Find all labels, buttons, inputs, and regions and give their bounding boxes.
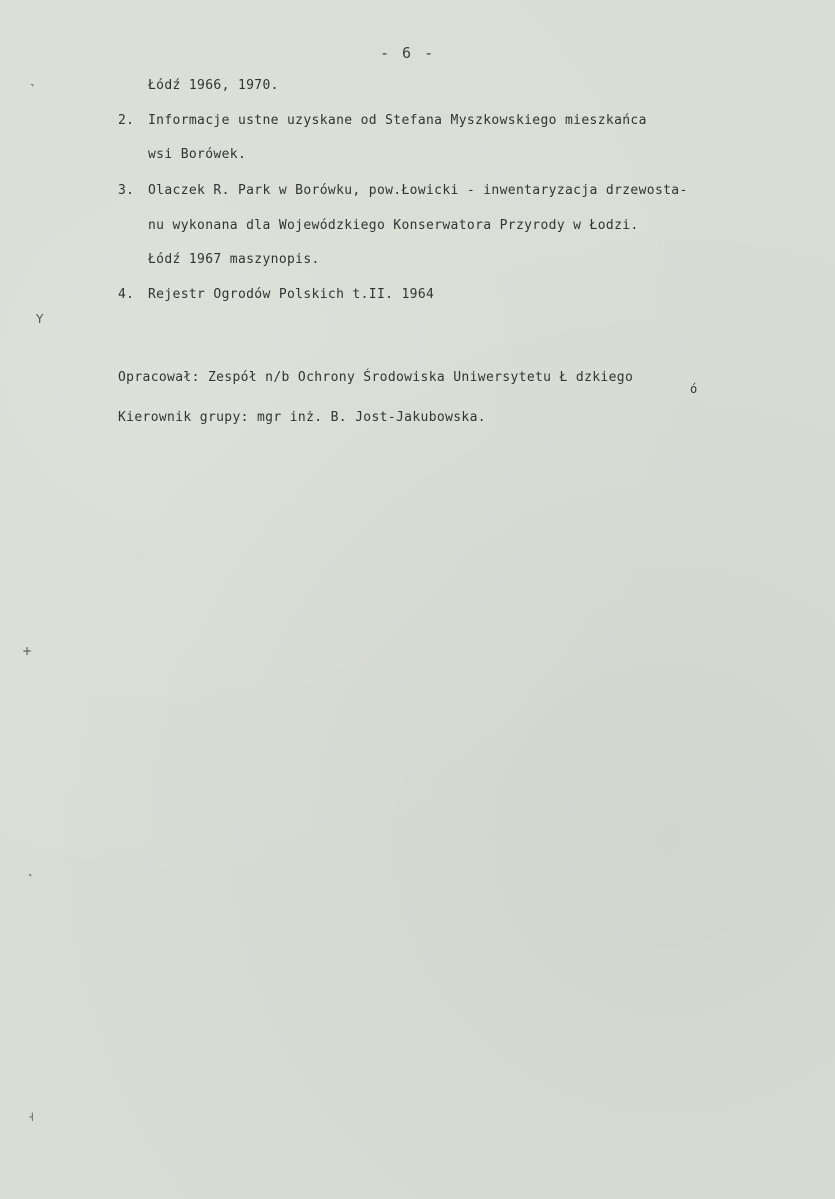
margin-mark: ˺ (28, 872, 32, 886)
reference-item-3-continuation-2 (148, 252, 320, 267)
overtyped-letter: ó (690, 382, 698, 396)
reference-line-text: nu wykonana dla Wojewódzkiego Konserwatora Przyrody w Łodzi. (148, 218, 639, 233)
reference-line-text: Łódź 1967 maszynopis. (148, 252, 320, 267)
reference-line-text: Olaczek R. Park w Borówku, pow.Łowicki - inwentaryzacja drzewosta- (148, 183, 688, 198)
reference-line-text: wsi Borówek. (148, 147, 247, 162)
page-number: - 6 - (380, 44, 436, 62)
reference-item-3-continuation (148, 218, 639, 233)
reference-line-text: Łódź 1966, 1970. (148, 78, 279, 93)
prepared-by-line: Opracował: Zespół n/b Ochrony Środowiska Uniwersytetu Ł dzkiego (118, 370, 634, 385)
reference-item-3 (118, 183, 688, 198)
reference-item-4 (118, 287, 434, 302)
reference-line-text: Informacje ustne uzyskane od Stefana Myszkowskiego mieszkańca (148, 113, 647, 128)
reference-number: 3. (118, 183, 135, 198)
reference-number: 4. (118, 287, 135, 302)
reference-item-2-continuation (148, 147, 246, 162)
reference-line-text: Rejestr Ogrodów Polskich t.II. 1964 (148, 287, 435, 302)
margin-mark: ˺ (30, 82, 34, 96)
margin-mark: + (22, 644, 33, 658)
reference-line-1-continuation (148, 78, 279, 93)
reference-number: 2. (118, 113, 135, 128)
margin-mark: ˧ (28, 1110, 34, 1124)
group-leader-line: Kierownik grupy: mgr inż. B. Jost-Jakubowska. (118, 410, 486, 425)
reference-item-2 (118, 113, 647, 128)
margin-mark: Y (36, 312, 44, 326)
